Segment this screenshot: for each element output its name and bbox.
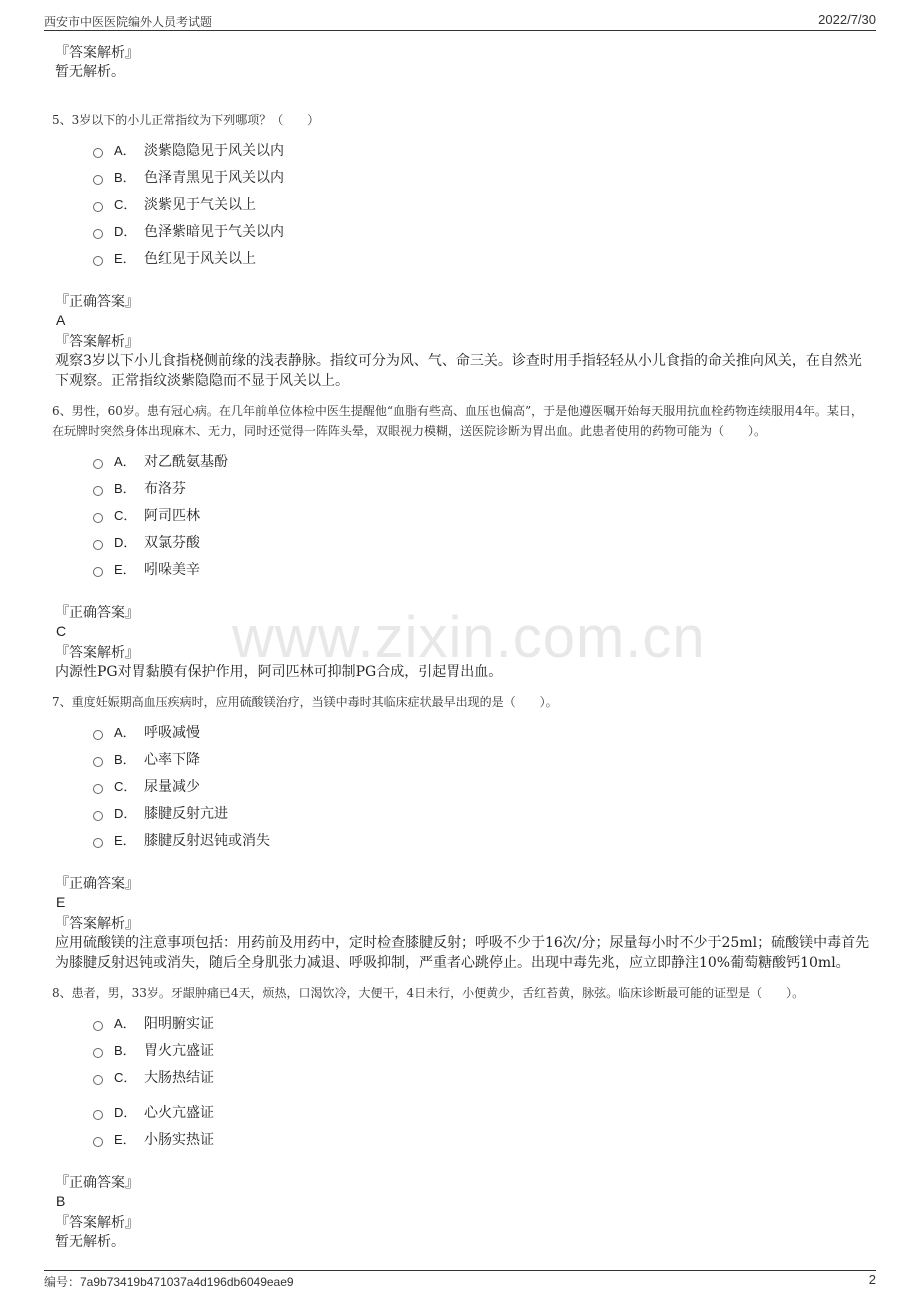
option-d[interactable]	[93, 799, 870, 826]
option-letter: B．	[114, 481, 136, 496]
question-5	[52, 110, 870, 391]
option-letter: A．	[114, 143, 136, 158]
analysis-label: 『答案解析』	[55, 1215, 139, 1231]
radio-button-icon[interactable]	[93, 513, 103, 523]
option-text: 色泽青黑见于风关以内	[144, 169, 284, 186]
option-text: 吲哚美辛	[144, 561, 200, 578]
radio-button-icon[interactable]	[93, 202, 103, 212]
option-letter: C．	[114, 1070, 137, 1085]
option-b[interactable]	[93, 163, 870, 190]
option-letter: D．	[114, 224, 137, 239]
option-letter: C．	[114, 197, 137, 212]
question-8	[52, 983, 870, 1252]
radio-button-icon[interactable]	[93, 486, 103, 496]
option-c[interactable]	[93, 772, 870, 799]
watermark: www.zixin.com.cn	[232, 605, 706, 670]
option-c[interactable]	[93, 190, 870, 217]
question-stem: 6、男性，60岁。患有冠心病。在几年前单位体检中医生提醒他“血脂有些高、血压也偏高”，于是他遵医嘱开始每天服用抗血栓药物连续服用4年。某日，在玩牌时突然身体出现麻木、无力，同时还觉得一阵阵头晕，双眼视力模糊，送医院诊断为胃出血。此患者使用的药物可能为（ ）。	[52, 404, 863, 438]
option-letter: D．	[114, 535, 137, 550]
analysis-text: 观察3岁以下小儿食指桡侧前缘的浅表静脉。指纹可分为风、气、命三关。诊查时用手指轻轻从小儿食指的命关推向风关，在自然光下观察。正常指纹淡紫隐隐而不显于风关以上。	[55, 353, 862, 389]
analysis-label: 『答案解析』	[55, 916, 139, 932]
option-a[interactable]	[93, 447, 870, 474]
option-letter: A．	[114, 1016, 136, 1031]
radio-button-icon[interactable]	[93, 229, 103, 239]
question-stem: 7、重度妊娠期高血压疾病时，应用硫酸镁治疗，当镁中毒时其临床症状最早出现的是（ ）。	[52, 695, 558, 709]
question-stem: 8、患者，男，33岁。牙龈肿痛已4天，烦热，口渴饮冷，大便干，4日未行，小便黄少，舌红苔黄，脉弦。临床诊断最可能的证型是（ ）。	[52, 986, 805, 1000]
analysis-label: 『答案解析』	[55, 645, 139, 661]
option-a[interactable]	[93, 718, 870, 745]
option-letter: B．	[114, 752, 136, 767]
question-stem: 5、3岁以下的小儿正常指纹为下列哪项？（ ）	[52, 113, 320, 127]
option-e[interactable]	[93, 826, 870, 853]
radio-button-icon[interactable]	[93, 1137, 103, 1147]
correct-answer-label: 『正确答案』	[55, 605, 139, 621]
radio-button-icon[interactable]	[93, 838, 103, 848]
radio-button-icon[interactable]	[93, 148, 103, 158]
option-list	[93, 447, 870, 582]
radio-button-icon[interactable]	[93, 567, 103, 577]
radio-button-icon[interactable]	[93, 811, 103, 821]
option-text: 胃火亢盛证	[144, 1042, 214, 1059]
radio-button-icon[interactable]	[93, 540, 103, 550]
option-c[interactable]	[93, 1063, 870, 1090]
option-e[interactable]	[93, 1125, 870, 1152]
correct-answer-label: 『正确答案』	[55, 876, 139, 892]
option-e[interactable]	[93, 555, 870, 582]
option-letter: E．	[114, 1132, 136, 1147]
option-letter: E．	[114, 833, 136, 848]
option-text: 阿司匹林	[144, 507, 200, 524]
question-7	[52, 692, 870, 973]
analysis-text: 暂无解析。	[55, 64, 125, 80]
question-content	[52, 44, 870, 1252]
analysis-label: 『答案解析』	[55, 45, 139, 61]
option-text: 布洛芬	[144, 480, 186, 497]
radio-button-icon[interactable]	[93, 784, 103, 794]
option-text: 淡紫隐隐见于风关以内	[144, 142, 284, 159]
page-footer	[44, 1270, 876, 1301]
option-d[interactable]	[93, 1098, 870, 1125]
option-list	[93, 718, 870, 853]
option-b[interactable]	[93, 474, 870, 501]
option-d[interactable]	[93, 528, 870, 555]
analysis-label: 『答案解析』	[55, 334, 139, 350]
option-text: 膝腱反射亢进	[144, 805, 228, 822]
question-6	[52, 401, 870, 682]
option-text: 阳明腑实证	[144, 1015, 214, 1032]
option-letter: A．	[114, 454, 136, 469]
option-letter: D．	[114, 806, 137, 821]
document-date: 2022/7/30	[818, 12, 876, 27]
option-text: 色泽紫暗见于气关以内	[144, 223, 284, 240]
option-letter: E．	[114, 562, 136, 577]
option-letter: E．	[114, 251, 136, 266]
option-b[interactable]	[93, 745, 870, 772]
correct-answer-label: 『正确答案』	[55, 294, 139, 310]
document-title: 西安市中医医院编外人员考试题	[44, 15, 213, 29]
option-letter: D．	[114, 1105, 137, 1120]
radio-button-icon[interactable]	[93, 459, 103, 469]
option-d[interactable]	[93, 217, 870, 244]
option-letter: B．	[114, 1043, 136, 1058]
option-e[interactable]	[93, 244, 870, 271]
analysis-text: 内源性PG对胃黏膜有保护作用，阿司匹林可抑制PG合成，引起胃出血。	[55, 664, 503, 680]
option-list	[93, 1009, 870, 1152]
analysis-text: 应用硫酸镁的注意事项包括：用药前及用药中，定时检查膝腱反射；呼吸不少于16次/分；尿量每小时不少于25ml；硫酸镁中毒首先为膝腱反射迟钝或消失，随后全身肌张力减退、呼吸抑制，严重者心跳停止。出现中毒先兆，应立即静注10%葡萄糖酸钙10ml。	[55, 935, 870, 971]
radio-button-icon[interactable]	[93, 1048, 103, 1058]
option-text: 小肠实热证	[144, 1131, 214, 1148]
page-number: 2	[868, 1272, 876, 1287]
option-text: 心率下降	[144, 751, 200, 768]
radio-button-icon[interactable]	[93, 175, 103, 185]
page-header	[44, 0, 876, 31]
radio-button-icon[interactable]	[93, 757, 103, 767]
option-b[interactable]	[93, 1036, 870, 1063]
correct-answer-label: 『正确答案』	[55, 1175, 139, 1191]
option-list	[93, 136, 870, 271]
option-a[interactable]	[93, 1009, 870, 1036]
option-letter: A．	[114, 725, 136, 740]
option-a[interactable]	[93, 136, 870, 163]
option-text: 色红见于风关以上	[144, 250, 256, 267]
option-text: 呼吸减慢	[144, 724, 200, 741]
option-text: 尿量减少	[144, 778, 200, 795]
option-text: 双氯芬酸	[144, 534, 200, 551]
option-text: 淡紫见于气关以上	[144, 196, 256, 213]
radio-button-icon[interactable]	[93, 1021, 103, 1031]
document-code: 编号：7a9b73419b471037a4d196db6049eae9	[44, 1275, 294, 1289]
radio-button-icon[interactable]	[93, 1075, 103, 1085]
correct-answer: E	[56, 894, 66, 910]
radio-button-icon[interactable]	[93, 730, 103, 740]
radio-button-icon[interactable]	[93, 256, 103, 266]
option-text: 膝腱反射迟钝或消失	[144, 832, 270, 849]
correct-answer: C	[56, 623, 67, 639]
option-text: 大肠热结证	[144, 1069, 214, 1086]
analysis-text: 暂无解析。	[55, 1234, 125, 1250]
option-text: 心火亢盛证	[144, 1104, 214, 1121]
option-text: 对乙酰氨基酚	[144, 453, 228, 470]
correct-answer: B	[56, 1193, 66, 1209]
option-letter: B．	[114, 170, 136, 185]
option-letter: C．	[114, 508, 137, 523]
radio-button-icon[interactable]	[93, 1110, 103, 1120]
option-c[interactable]	[93, 501, 870, 528]
option-letter: C．	[114, 779, 137, 794]
correct-answer: A	[56, 312, 66, 328]
